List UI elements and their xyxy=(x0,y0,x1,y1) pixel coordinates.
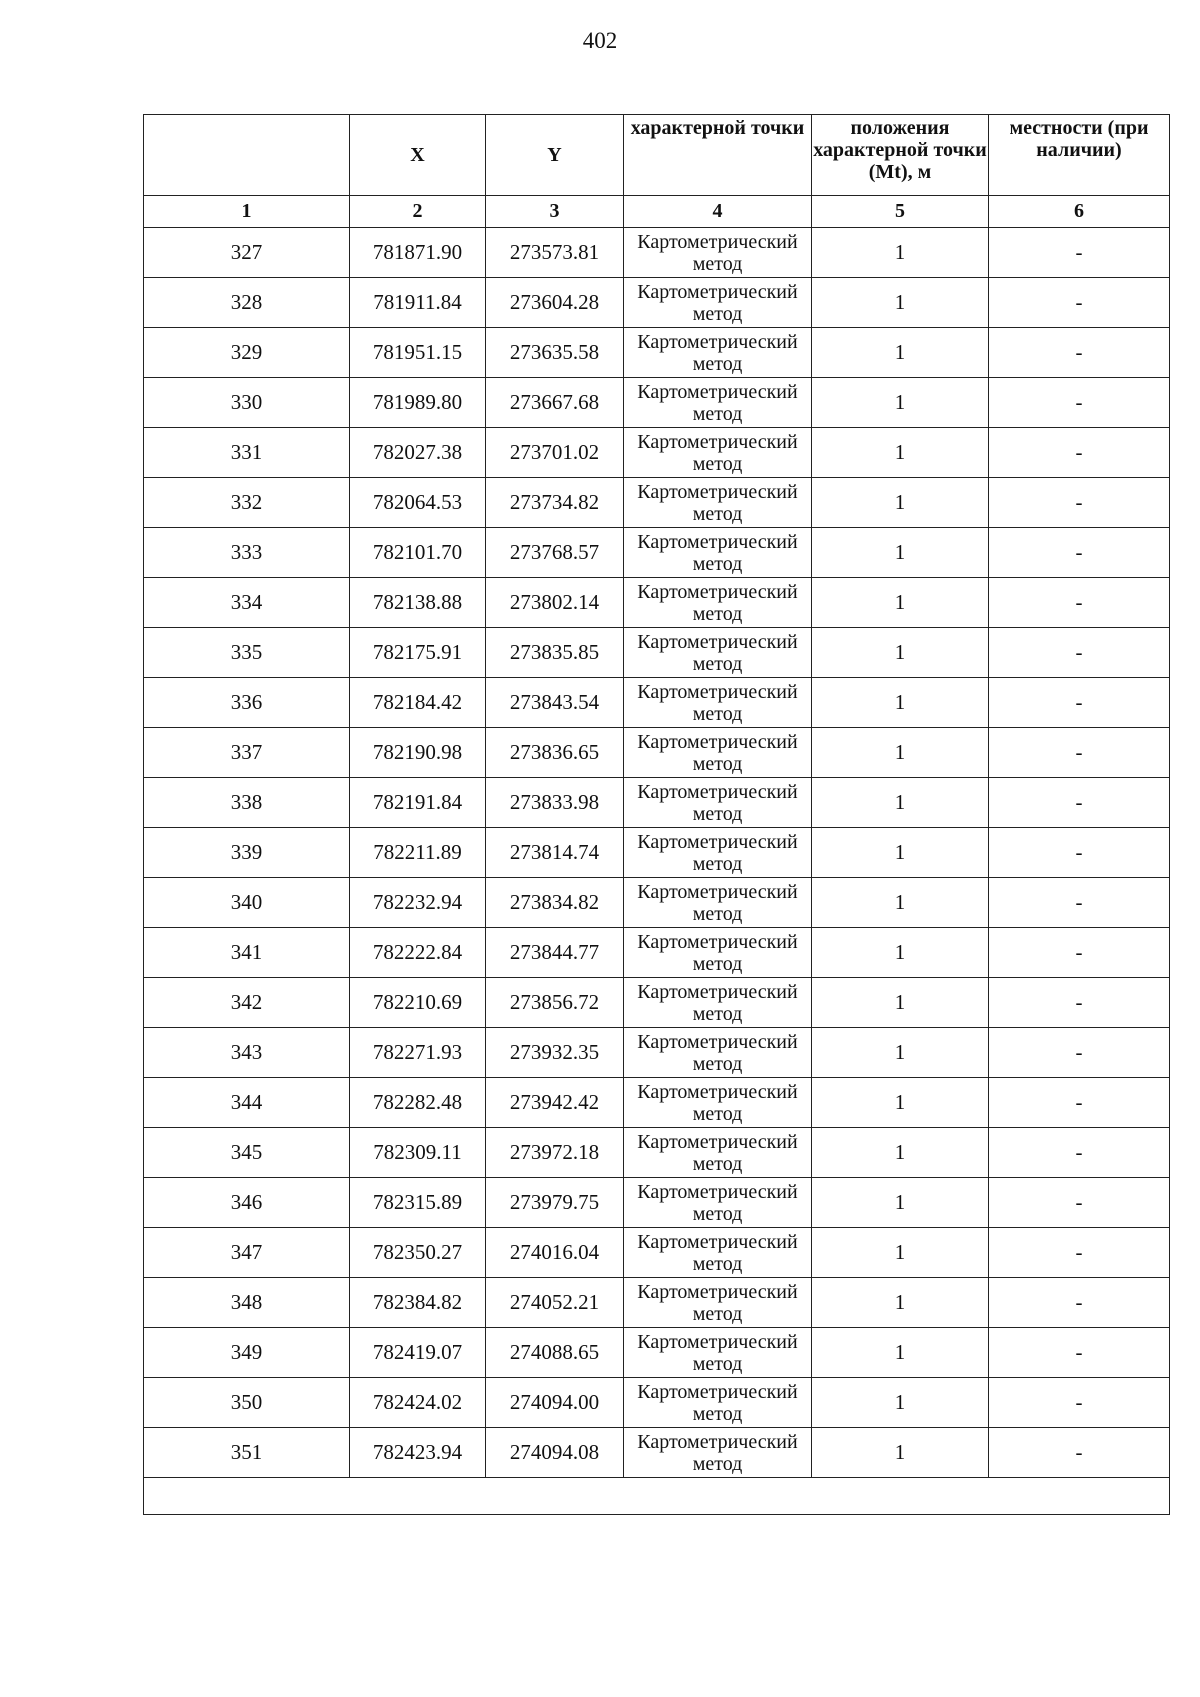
x-coordinate-cell: 781989.80 xyxy=(350,378,486,428)
table-row xyxy=(144,878,1170,928)
table-row xyxy=(144,1128,1170,1178)
y-coordinate-cell: 273573.81 xyxy=(486,228,624,278)
point-number-cell: 351 xyxy=(144,1428,350,1478)
y-coordinate-cell: 273734.82 xyxy=(486,478,624,528)
y-coordinate-cell: 273768.57 xyxy=(486,528,624,578)
header-y: Y xyxy=(486,115,624,196)
accuracy-cell: 1 xyxy=(812,928,989,978)
table-row xyxy=(144,328,1170,378)
method-cell: Картометрический метод xyxy=(624,1078,812,1128)
method-cell: Картометрический метод xyxy=(624,628,812,678)
method-cell: Картометрический метод xyxy=(624,1178,812,1228)
header-point-number xyxy=(144,115,350,196)
accuracy-cell: 1 xyxy=(812,778,989,828)
method-cell: Картометрический метод xyxy=(624,1278,812,1328)
header-x: X xyxy=(350,115,486,196)
x-coordinate-cell: 782315.89 xyxy=(350,1178,486,1228)
y-coordinate-cell: 273972.18 xyxy=(486,1128,624,1178)
coordinates-table xyxy=(143,114,1170,1515)
description-cell: - xyxy=(989,978,1170,1028)
point-number-cell: 333 xyxy=(144,528,350,578)
table-row xyxy=(144,578,1170,628)
y-coordinate-cell: 273814.74 xyxy=(486,828,624,878)
point-number-cell: 346 xyxy=(144,1178,350,1228)
accuracy-cell: 1 xyxy=(812,1078,989,1128)
accuracy-cell: 1 xyxy=(812,578,989,628)
column-number: 1 xyxy=(144,196,350,228)
accuracy-cell: 1 xyxy=(812,1228,989,1278)
description-cell: - xyxy=(989,478,1170,528)
method-cell: Картометрический метод xyxy=(624,328,812,378)
y-coordinate-cell: 274052.21 xyxy=(486,1278,624,1328)
y-coordinate-cell: 274094.08 xyxy=(486,1428,624,1478)
description-cell: - xyxy=(989,1228,1170,1278)
y-coordinate-cell: 273833.98 xyxy=(486,778,624,828)
table-row xyxy=(144,778,1170,828)
column-number: 6 xyxy=(989,196,1170,228)
y-coordinate-cell: 273667.68 xyxy=(486,378,624,428)
accuracy-cell: 1 xyxy=(812,228,989,278)
table-row xyxy=(144,228,1170,278)
method-cell: Картометрический метод xyxy=(624,578,812,628)
method-cell: Картометрический метод xyxy=(624,1378,812,1428)
x-coordinate-cell: 781951.15 xyxy=(350,328,486,378)
method-cell: Картометрический метод xyxy=(624,428,812,478)
x-coordinate-cell: 782211.89 xyxy=(350,828,486,878)
y-coordinate-cell: 273834.82 xyxy=(486,878,624,928)
description-cell: - xyxy=(989,1178,1170,1228)
y-coordinate-cell: 273836.65 xyxy=(486,728,624,778)
header-description: местности (при наличии) xyxy=(989,115,1170,196)
x-coordinate-cell: 782184.42 xyxy=(350,678,486,728)
accuracy-cell: 1 xyxy=(812,328,989,378)
empty-footer-cell xyxy=(144,1478,1170,1515)
table-row xyxy=(144,728,1170,778)
description-cell: - xyxy=(989,328,1170,378)
accuracy-cell: 1 xyxy=(812,478,989,528)
point-number-cell: 335 xyxy=(144,628,350,678)
method-cell: Картометрический метод xyxy=(624,828,812,878)
table-row xyxy=(144,1078,1170,1128)
accuracy-cell: 1 xyxy=(812,978,989,1028)
table-row xyxy=(144,828,1170,878)
description-cell: - xyxy=(989,728,1170,778)
method-cell: Картометрический метод xyxy=(624,1228,812,1278)
accuracy-cell: 1 xyxy=(812,428,989,478)
y-coordinate-cell: 273835.85 xyxy=(486,628,624,678)
header-accuracy: положения характерной точки (Mt), м xyxy=(812,115,989,196)
accuracy-cell: 1 xyxy=(812,378,989,428)
x-coordinate-cell: 782101.70 xyxy=(350,528,486,578)
accuracy-cell: 1 xyxy=(812,1428,989,1478)
point-number-cell: 348 xyxy=(144,1278,350,1328)
y-coordinate-cell: 273856.72 xyxy=(486,978,624,1028)
description-cell: - xyxy=(989,928,1170,978)
x-coordinate-cell: 782190.98 xyxy=(350,728,486,778)
point-number-cell: 331 xyxy=(144,428,350,478)
method-cell: Картометрический метод xyxy=(624,1428,812,1478)
table-row xyxy=(144,1028,1170,1078)
table-row xyxy=(144,378,1170,428)
method-cell: Картометрический метод xyxy=(624,228,812,278)
method-cell: Картометрический метод xyxy=(624,1128,812,1178)
point-number-cell: 347 xyxy=(144,1228,350,1278)
description-cell: - xyxy=(989,1278,1170,1328)
description-cell: - xyxy=(989,528,1170,578)
accuracy-cell: 1 xyxy=(812,1378,989,1428)
accuracy-cell: 1 xyxy=(812,278,989,328)
table-row xyxy=(144,1378,1170,1428)
point-number-cell: 350 xyxy=(144,1378,350,1428)
y-coordinate-cell: 273604.28 xyxy=(486,278,624,328)
description-cell: - xyxy=(989,228,1170,278)
column-number-row xyxy=(144,196,1170,228)
method-cell: Картометрический метод xyxy=(624,1328,812,1378)
point-number-cell: 337 xyxy=(144,728,350,778)
description-cell: - xyxy=(989,378,1170,428)
y-coordinate-cell: 273942.42 xyxy=(486,1078,624,1128)
table-row xyxy=(144,428,1170,478)
description-cell: - xyxy=(989,1078,1170,1128)
table-row xyxy=(144,1178,1170,1228)
method-cell: Картометрический метод xyxy=(624,678,812,728)
x-coordinate-cell: 782175.91 xyxy=(350,628,486,678)
description-cell: - xyxy=(989,828,1170,878)
y-coordinate-cell: 273701.02 xyxy=(486,428,624,478)
point-number-cell: 332 xyxy=(144,478,350,528)
y-coordinate-cell: 273844.77 xyxy=(486,928,624,978)
accuracy-cell: 1 xyxy=(812,528,989,578)
description-cell: - xyxy=(989,1378,1170,1428)
accuracy-cell: 1 xyxy=(812,1178,989,1228)
description-cell: - xyxy=(989,778,1170,828)
x-coordinate-cell: 782419.07 xyxy=(350,1328,486,1378)
x-coordinate-cell: 781871.90 xyxy=(350,228,486,278)
description-cell: - xyxy=(989,878,1170,928)
table-row xyxy=(144,478,1170,528)
method-cell: Картометрический метод xyxy=(624,528,812,578)
description-cell: - xyxy=(989,628,1170,678)
x-coordinate-cell: 782423.94 xyxy=(350,1428,486,1478)
column-number: 4 xyxy=(624,196,812,228)
description-cell: - xyxy=(989,1028,1170,1078)
accuracy-cell: 1 xyxy=(812,828,989,878)
table-row xyxy=(144,978,1170,1028)
point-number-cell: 345 xyxy=(144,1128,350,1178)
description-cell: - xyxy=(989,1428,1170,1478)
description-cell: - xyxy=(989,678,1170,728)
table-row xyxy=(144,1428,1170,1478)
accuracy-cell: 1 xyxy=(812,1128,989,1178)
x-coordinate-cell: 782271.93 xyxy=(350,1028,486,1078)
point-number-cell: 334 xyxy=(144,578,350,628)
header-method: характерной точки xyxy=(624,115,812,196)
x-coordinate-cell: 782064.53 xyxy=(350,478,486,528)
point-number-cell: 344 xyxy=(144,1078,350,1128)
accuracy-cell: 1 xyxy=(812,728,989,778)
table-row xyxy=(144,278,1170,328)
y-coordinate-cell: 274016.04 xyxy=(486,1228,624,1278)
description-cell: - xyxy=(989,278,1170,328)
point-number-cell: 336 xyxy=(144,678,350,728)
table-row xyxy=(144,1328,1170,1378)
point-number-cell: 342 xyxy=(144,978,350,1028)
table-row xyxy=(144,528,1170,578)
point-number-cell: 338 xyxy=(144,778,350,828)
header-row xyxy=(144,115,1170,196)
x-coordinate-cell: 782424.02 xyxy=(350,1378,486,1428)
x-coordinate-cell: 782309.11 xyxy=(350,1128,486,1178)
x-coordinate-cell: 782027.38 xyxy=(350,428,486,478)
point-number-cell: 328 xyxy=(144,278,350,328)
method-cell: Картометрический метод xyxy=(624,1028,812,1078)
point-number-cell: 327 xyxy=(144,228,350,278)
x-coordinate-cell: 782138.88 xyxy=(350,578,486,628)
accuracy-cell: 1 xyxy=(812,1028,989,1078)
accuracy-cell: 1 xyxy=(812,628,989,678)
method-cell: Картометрический метод xyxy=(624,928,812,978)
table-row xyxy=(144,1228,1170,1278)
description-cell: - xyxy=(989,1128,1170,1178)
description-cell: - xyxy=(989,428,1170,478)
y-coordinate-cell: 273635.58 xyxy=(486,328,624,378)
accuracy-cell: 1 xyxy=(812,678,989,728)
method-cell: Картометрический метод xyxy=(624,978,812,1028)
x-coordinate-cell: 781911.84 xyxy=(350,278,486,328)
method-cell: Картометрический метод xyxy=(624,778,812,828)
x-coordinate-cell: 782282.48 xyxy=(350,1078,486,1128)
method-cell: Картометрический метод xyxy=(624,878,812,928)
x-coordinate-cell: 782384.82 xyxy=(350,1278,486,1328)
method-cell: Картометрический метод xyxy=(624,278,812,328)
description-cell: - xyxy=(989,1328,1170,1378)
y-coordinate-cell: 274088.65 xyxy=(486,1328,624,1378)
point-number-cell: 340 xyxy=(144,878,350,928)
point-number-cell: 329 xyxy=(144,328,350,378)
method-cell: Картометрический метод xyxy=(624,378,812,428)
table-body xyxy=(144,228,1170,1478)
accuracy-cell: 1 xyxy=(812,1278,989,1328)
table-row xyxy=(144,678,1170,728)
point-number-cell: 349 xyxy=(144,1328,350,1378)
table-row xyxy=(144,928,1170,978)
description-cell: - xyxy=(989,578,1170,628)
point-number-cell: 339 xyxy=(144,828,350,878)
method-cell: Картометрический метод xyxy=(624,478,812,528)
point-number-cell: 343 xyxy=(144,1028,350,1078)
y-coordinate-cell: 274094.00 xyxy=(486,1378,624,1428)
table-row xyxy=(144,1278,1170,1328)
x-coordinate-cell: 782210.69 xyxy=(350,978,486,1028)
page-number: 402 xyxy=(582,28,618,53)
accuracy-cell: 1 xyxy=(812,878,989,928)
y-coordinate-cell: 273802.14 xyxy=(486,578,624,628)
y-coordinate-cell: 273843.54 xyxy=(486,678,624,728)
y-coordinate-cell: 273979.75 xyxy=(486,1178,624,1228)
x-coordinate-cell: 782222.84 xyxy=(350,928,486,978)
point-number-cell: 330 xyxy=(144,378,350,428)
column-number: 3 xyxy=(486,196,624,228)
accuracy-cell: 1 xyxy=(812,1328,989,1378)
empty-footer-row xyxy=(144,1478,1170,1515)
x-coordinate-cell: 782191.84 xyxy=(350,778,486,828)
column-number: 2 xyxy=(350,196,486,228)
method-cell: Картометрический метод xyxy=(624,728,812,778)
x-coordinate-cell: 782350.27 xyxy=(350,1228,486,1278)
column-number: 5 xyxy=(812,196,989,228)
point-number-cell: 341 xyxy=(144,928,350,978)
x-coordinate-cell: 782232.94 xyxy=(350,878,486,928)
table-row xyxy=(144,628,1170,678)
y-coordinate-cell: 273932.35 xyxy=(486,1028,624,1078)
